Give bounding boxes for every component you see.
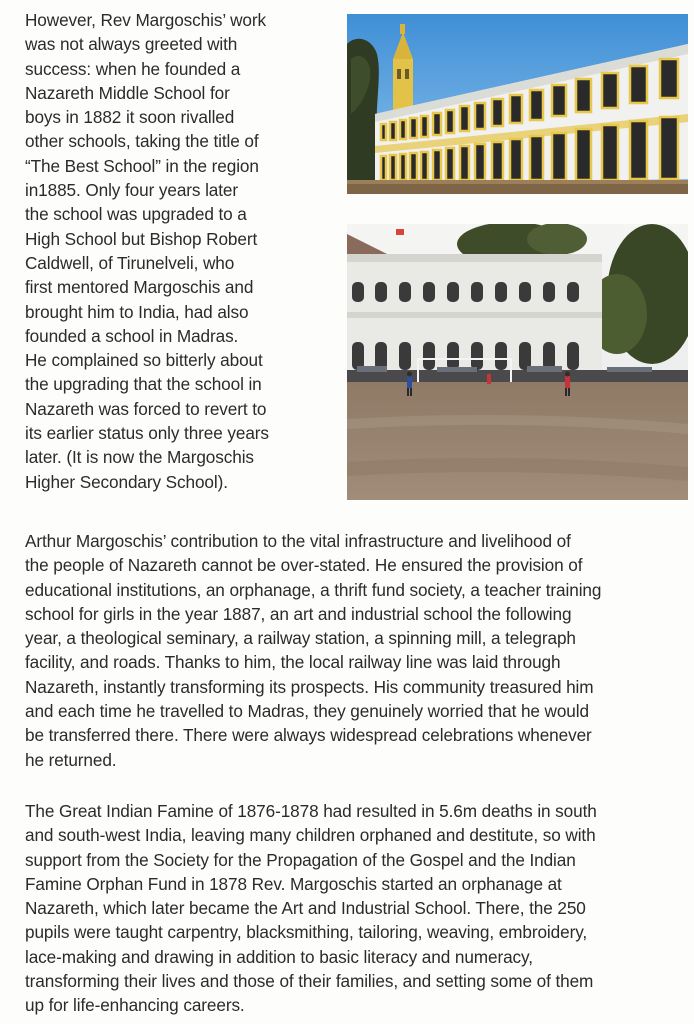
text-line: founded a school in Madras. bbox=[25, 325, 239, 346]
text-line: boys in 1882 it soon rivalled bbox=[25, 107, 235, 128]
paragraph-infrastructure bbox=[25, 529, 685, 772]
text-line: High School but Bishop Robert bbox=[25, 228, 258, 249]
text-line: in1885. Only four years later bbox=[25, 180, 239, 201]
text-line: Nazareth, instantly transforming its prospects. His community treasured him bbox=[25, 676, 594, 697]
text-line: its earlier status only three years bbox=[25, 423, 269, 444]
text-line: brought him to India, had also bbox=[25, 301, 249, 322]
text-line: lace-making and drawing in addition to basic literacy and numeracy, bbox=[25, 946, 533, 967]
text-line: was not always greeted with bbox=[25, 34, 238, 55]
text-line: Famine Orphan Fund in 1878 Rev. Margoschis started an orphanage at bbox=[25, 873, 562, 894]
intro-column bbox=[25, 8, 347, 494]
text-line: later. (It is now the Margoschis bbox=[25, 447, 254, 468]
text-line: the people of Nazareth cannot be over-stated. He ensured the provision of bbox=[25, 555, 583, 576]
text-line: facility, and roads. Thanks to him, the local railway line was laid through bbox=[25, 652, 561, 673]
text-line: educational institutions, an orphanage, a thrift fund society, a teacher training bbox=[25, 579, 602, 600]
text-line: The Great Indian Famine of 1876-1878 had resulted in 5.6m deaths in south bbox=[25, 801, 597, 821]
paragraph-famine-orphanage bbox=[25, 799, 685, 1018]
text-line: first mentored Margoschis and bbox=[25, 277, 254, 298]
text-line: be transferred there. There were always widespread celebrations whenever bbox=[25, 725, 592, 746]
text-line: the upgrading that the school in bbox=[25, 374, 262, 395]
text-line: other schools, taking the title of bbox=[25, 131, 259, 152]
text-line: success: when he founded a bbox=[25, 58, 241, 79]
text-line: school for girls in the year 1887, an art and industrial school the following bbox=[25, 603, 572, 624]
text-line: support from the Society for the Propagation of the Gospel and the Indian bbox=[25, 849, 576, 870]
text-line: pupils were taught carpentry, blacksmithing, tailoring, weaving, embroidery, bbox=[25, 922, 588, 943]
text-line: year, a theological seminary, a railway station, a spinning mill, a telegraph bbox=[25, 628, 576, 649]
text-line: up for life-enhancing careers. bbox=[25, 995, 245, 1016]
text-line: Nazareth, which later became the Art and Industrial School. There, the 250 bbox=[25, 898, 586, 919]
school-playground-image bbox=[347, 224, 688, 500]
text-line: Nazareth was forced to revert to bbox=[25, 398, 267, 419]
text-line: he returned. bbox=[25, 749, 117, 770]
text-line: the school was upgraded to a bbox=[25, 204, 247, 225]
text-line: and south-west India, leaving many children orphaned and destitute, so with bbox=[25, 825, 596, 846]
school-building-photo bbox=[347, 14, 688, 194]
text-line: “The Best School” in the region bbox=[25, 155, 259, 176]
text-line: Nazareth Middle School for bbox=[25, 82, 230, 103]
text-line: Caldwell, of Tirunelveli, who bbox=[25, 252, 235, 273]
text-line: Higher Secondary School). bbox=[25, 471, 228, 492]
text-line: However, Rev Margoschis’ work bbox=[25, 10, 266, 30]
school-playground-photo bbox=[347, 224, 688, 500]
text-line: Arthur Margoschis’ contribution to the vital infrastructure and livelihood of bbox=[25, 531, 571, 551]
text-line: transforming their lives and those of their families, and setting some of them bbox=[25, 971, 594, 992]
text-line: He complained so bitterly about bbox=[25, 350, 263, 371]
school-building-image bbox=[347, 14, 688, 194]
text-line: and each time he travelled to Madras, they genuinely worried that he would bbox=[25, 701, 589, 722]
